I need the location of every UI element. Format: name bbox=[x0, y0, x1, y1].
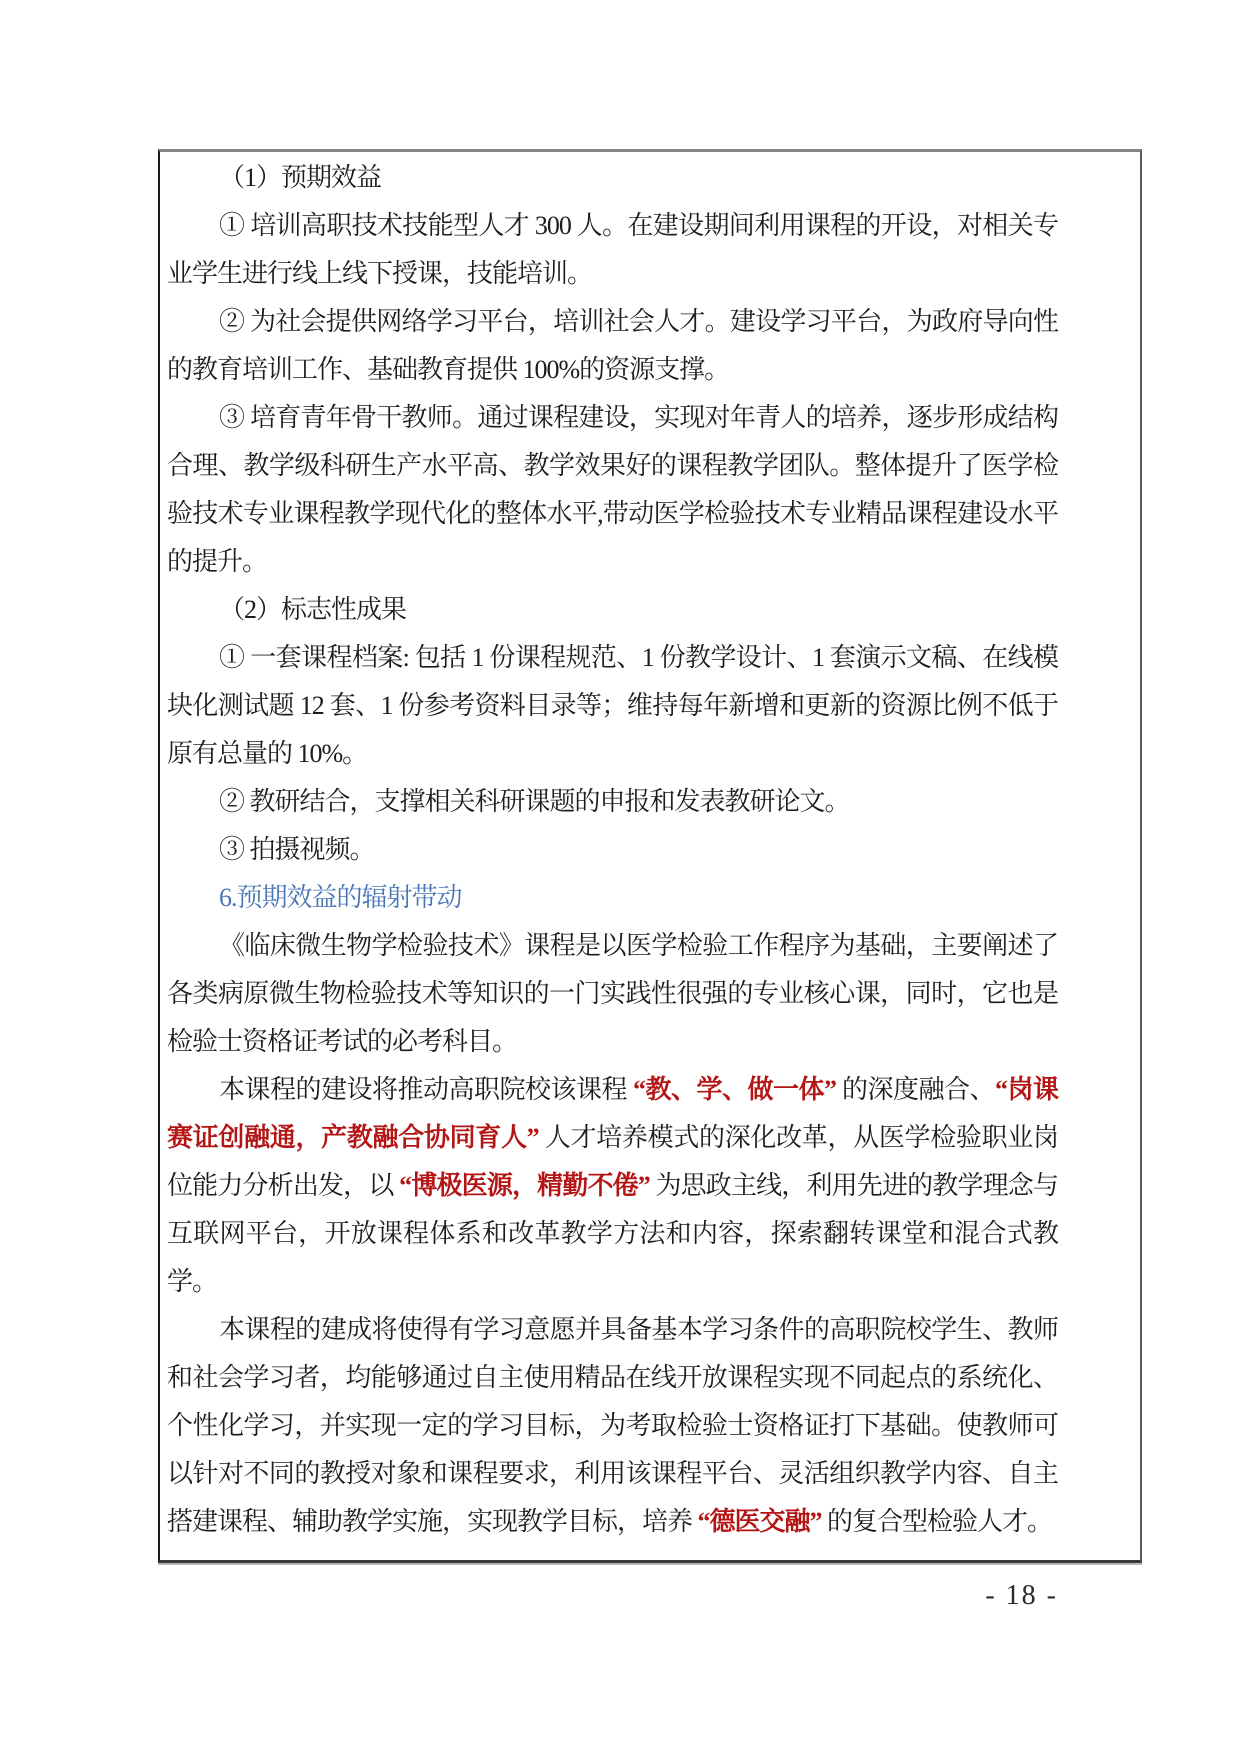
paragraph-expected-benefits-title bbox=[167, 154, 1058, 202]
text-run: 的复合型检验人才。 bbox=[821, 1507, 1053, 1536]
paragraph-result-3 bbox=[167, 826, 1058, 874]
emphasis-phrase: “博极医源，精勤不倦” bbox=[399, 1171, 650, 1200]
document-paragraphs bbox=[160, 152, 1140, 1560]
text-run: 本课程的建设将推动高职院校该课程 bbox=[219, 1075, 633, 1104]
text-run: ③ 拍摄视频。 bbox=[219, 835, 375, 864]
paragraph-benefit-1 bbox=[167, 202, 1058, 298]
paragraph-course-intro bbox=[167, 922, 1058, 1066]
paragraph-landmark-results-title bbox=[167, 586, 1058, 634]
paragraph-result-2 bbox=[167, 778, 1058, 826]
paragraph-result-1 bbox=[167, 634, 1058, 778]
text-run: 为思政主线，利用先进的教学理念与互联网平台，开放课程体系和改革教学方法和内容，探索翻转课堂和混合式教学。 bbox=[167, 1171, 1058, 1296]
text-run: ① 培训高职技术技能型人才 300 人。在建设期间利用课程的开设，对相关专业学生进行线上线下授课，技能培训。 bbox=[167, 211, 1058, 288]
text-run: ③ 培育青年骨干教师。通过课程建设，实现对年青人的培养，逐步形成结构合理、教学级科研生产水平高、教学效果好的课程教学团队。整体提升了医学检验技术专业课程教学现代化的整体水平,带动医学检验技术专业精品课程建设水平的提升。 bbox=[167, 403, 1058, 576]
text-run: ② 教研结合，支撑相关科研课题的申报和发表教研论文。 bbox=[219, 787, 850, 816]
emphasis-phrase: “德医交融” bbox=[697, 1507, 822, 1536]
page-number: - 18 - bbox=[985, 1580, 1058, 1611]
paragraph-benefit-3 bbox=[167, 394, 1058, 586]
paragraph-benefit-2 bbox=[167, 298, 1058, 394]
document-table-cell bbox=[158, 149, 1142, 1563]
section-heading-radiation-effect bbox=[167, 874, 1058, 922]
text-run: ② 为社会提供网络学习平台，培训社会人才。建设学习平台，为政府导向性的教育培训工作、基础教育提供 100%的资源支撑。 bbox=[167, 307, 1058, 384]
text-run: 本课程的建成将使得有学习意愿并具备基本学习条件的高职院校学生、教师和社会学习者，均能够通过自主使用精品在线开放课程实现不同起点的系统化、个性化学习，并实现一定的学习目标，为考取检验士资格证打下基础。使教师可以针对不同的教授对象和课程要求，利用该课程平台、灵活组织教学内容、自主搭建课程、辅助教学实施，实现教学目标，培养 bbox=[167, 1315, 1058, 1536]
text-run: ① 一套课程档案: 包括 1 份课程规范、1 份教学设计、1 套演示文稿、在线模块化测试题 12 套、1 份参考资料目录等；维持每年新增和更新的资源比例不低于原有总量的 10%。 bbox=[167, 643, 1058, 768]
text-run: 6.预期效益的辐射带动 bbox=[219, 883, 462, 912]
paragraph-completion-impact bbox=[167, 1306, 1058, 1546]
text-run: 《临床微生物学检验技术》课程是以医学检验工作程序为基础，主要阐述了各类病原微生物检验技术等知识的一门实践性很强的专业核心课，同时，它也是检验士资格证考试的必考科目。 bbox=[167, 931, 1058, 1056]
text-run: 人才培养模式的深化改革，从医学检验职业岗位能力分析出发，以 bbox=[167, 1123, 1058, 1200]
text-run: 的深度融合、 bbox=[835, 1075, 995, 1104]
emphasis-phrase: “岗课赛证创融通，产教融合协同育人” bbox=[167, 1075, 1058, 1152]
text-run: （2）标志性成果 bbox=[219, 595, 407, 624]
paragraph-construction-impact bbox=[167, 1066, 1058, 1306]
emphasis-phrase: “教、学、做一体” bbox=[632, 1075, 836, 1104]
text-run: （1）预期效益 bbox=[219, 163, 382, 192]
